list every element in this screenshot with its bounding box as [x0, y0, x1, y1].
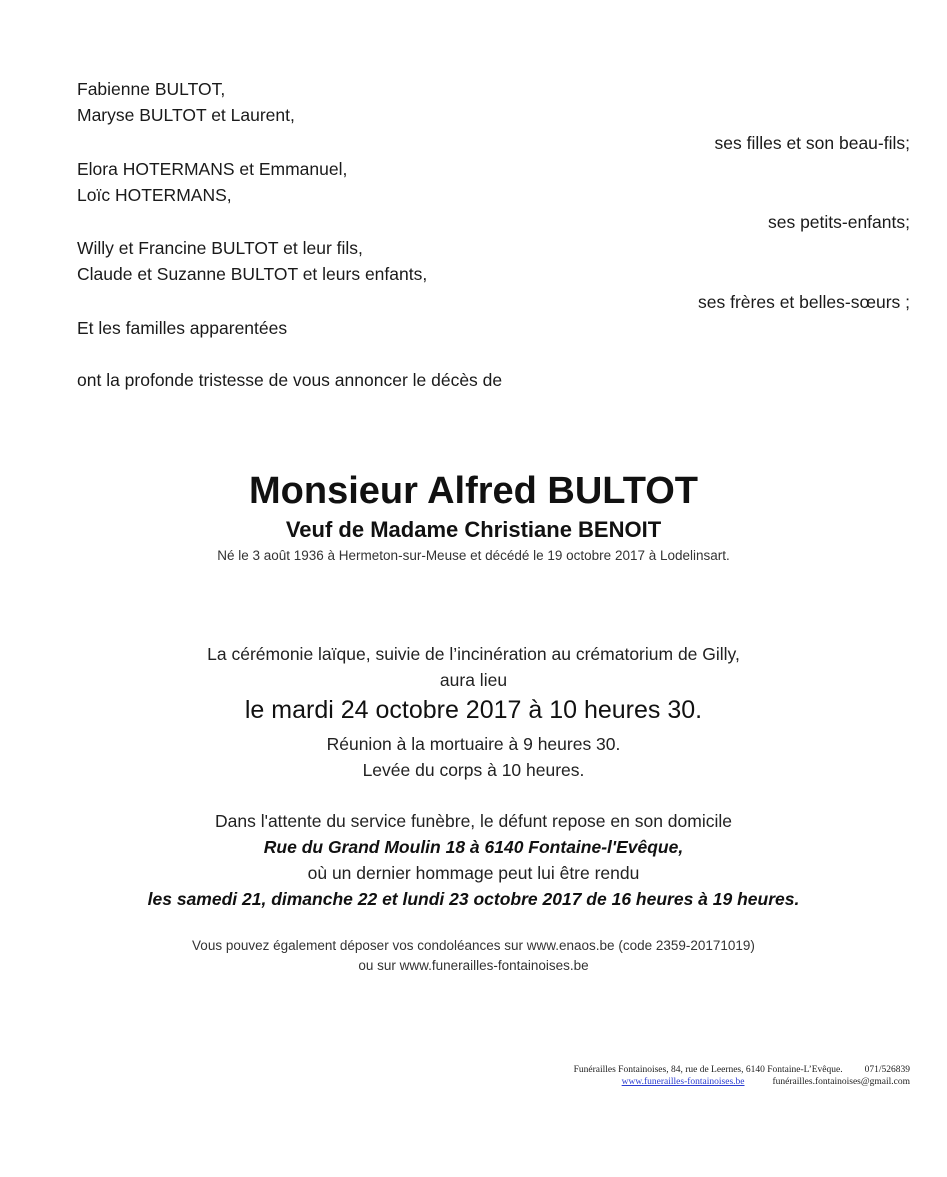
footer-website-link[interactable]: www.funerailles-fontainoises.be	[621, 1077, 745, 1087]
birth-death-info: Né le 3 août 1936 à Hermeton-sur-Meuse et décédé le 19 octobre 2017 à Lodelinsart.	[217, 548, 730, 563]
family-siblings	[77, 235, 427, 287]
footer-phone: 071/526839	[864, 1065, 910, 1075]
footer-company: Funérailles Fontainoises, 84, rue de Leernes, 6140 Fontaine-L’Evêque.	[573, 1065, 843, 1075]
footer-line	[574, 1076, 910, 1088]
condolences-line: Vous pouvez également déposer vos condoléances sur www.enaos.be (code 2359-20171019)	[192, 938, 755, 953]
grandchildren-role: ses petits-enfants;	[767, 212, 910, 232]
wake-address: Rue du Grand Moulin 18 à 6140 Fontaine-l'Evêque,	[263, 837, 684, 857]
ceremony-date: le mardi 24 octobre 2017 à 10 heures 30.	[244, 696, 703, 724]
condolences-line: ou sur www.funerailles-fontainoises.be	[358, 958, 589, 973]
footer-line	[574, 1064, 910, 1076]
levee-time: Levée du corps à 10 heures.	[362, 760, 585, 780]
wake-dates: les samedi 21, dimanche 22 et lundi 23 octobre 2017 de 16 heures à 19 heures.	[147, 889, 800, 909]
grandchild-line: Loïc HOTERMANS,	[77, 185, 232, 205]
sibling-line: Willy et Francine BULTOT et leur fils,	[77, 238, 363, 258]
siblings-role: ses frères et belles-sœurs ;	[698, 292, 910, 312]
daughter-line: Maryse BULTOT et Laurent,	[77, 105, 295, 125]
wake-intro: Dans l'attente du service funèbre, le défunt repose en son domicile	[215, 811, 732, 831]
wake-tribute: où un dernier hommage peut lui être rendu	[307, 863, 640, 883]
daughters-role: ses filles et son beau-fils;	[714, 133, 910, 153]
daughter-line: Fabienne BULTOT,	[77, 79, 226, 99]
footer-email: funérailles.fontainoises@gmail.com	[772, 1077, 910, 1087]
grandchild-line: Elora HOTERMANS et Emmanuel,	[77, 159, 348, 179]
announcement-text: ont la profonde tristesse de vous annoncer le décès de	[77, 370, 503, 390]
widow-of: Veuf de Madame Christiane BENOIT	[285, 517, 662, 542]
ceremony-line: aura lieu	[439, 670, 508, 690]
ceremony-line: La cérémonie laïque, suivie de l’incinération au crématorium de Gilly,	[207, 644, 740, 664]
family-grandchildren	[77, 156, 347, 208]
meeting-time: Réunion à la mortuaire à 9 heures 30.	[326, 734, 621, 754]
deceased-name: Monsieur Alfred BULTOT	[249, 470, 698, 512]
sibling-line: Claude et Suzanne BULTOT et leurs enfants,	[77, 264, 428, 284]
other-families: Et les familles apparentées	[77, 318, 288, 338]
family-daughters	[77, 76, 295, 128]
footer	[574, 1064, 910, 1088]
